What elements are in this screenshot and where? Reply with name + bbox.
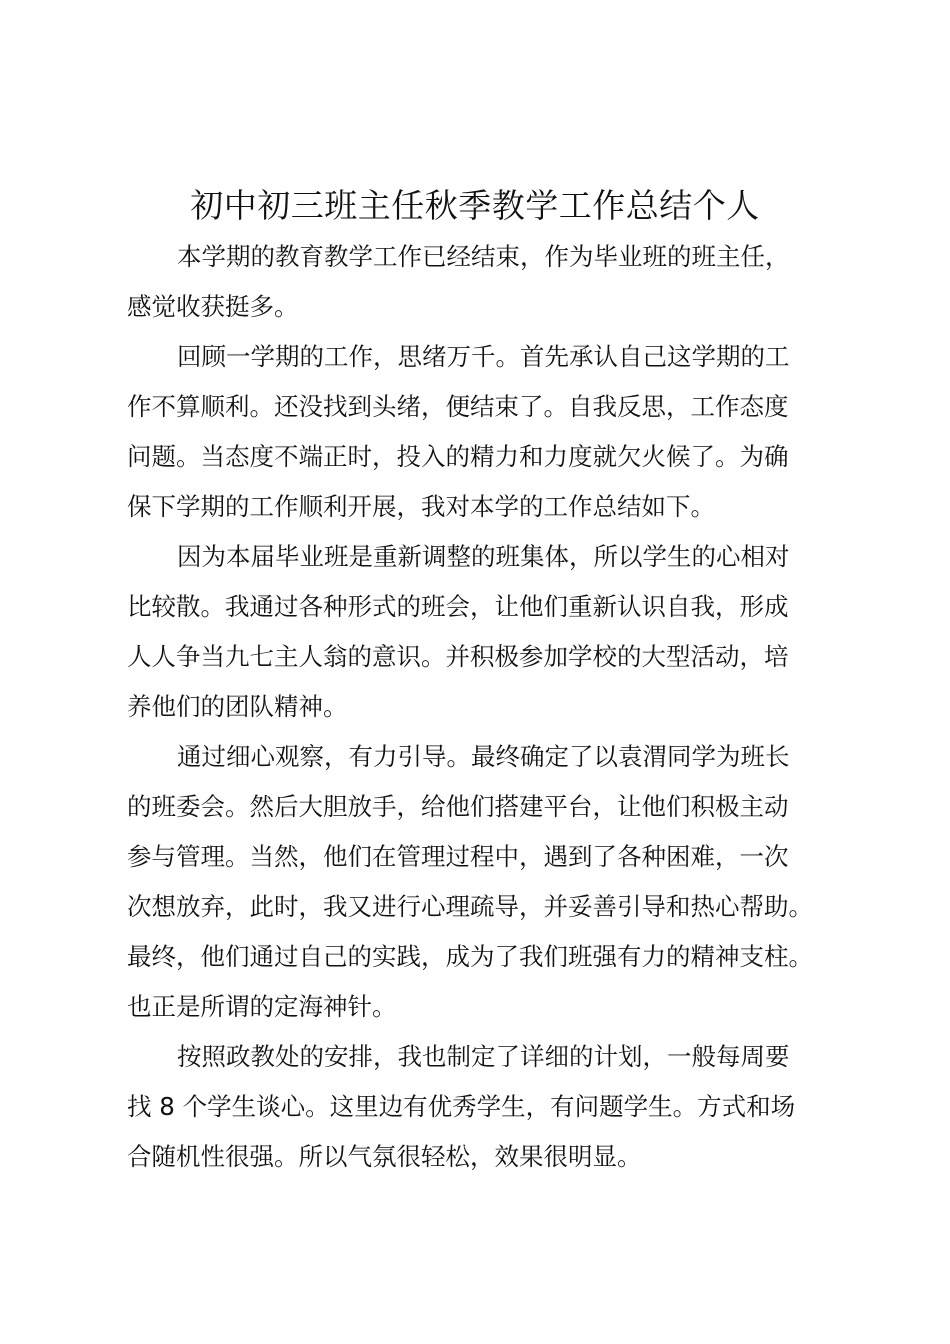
text-line: 合随机性很强。所以气氛很轻松，效果很明显。 (127, 1142, 642, 1171)
text-line: 的班委会。然后大胆放手，给他们搭建平台，让他们积极主动 (127, 792, 789, 821)
text-line: 作不算顺利。还没找到头绪，便结束了。自我反思，工作态度 (127, 392, 789, 421)
paragraph-5 (127, 1032, 837, 1182)
text-line: 次想放弃，此时，我又进行心理疏导，并妥善引导和热心帮助。 (127, 892, 813, 921)
text-line: 比较散。我通过各种形式的班会，让他们重新认识自我，形成 (127, 592, 789, 621)
paragraph-1 (127, 232, 837, 332)
text-line: 找 8 个学生谈心。这里边有优秀学生，有问题学生。方式和场 (127, 1092, 796, 1121)
text-line: 因为本届毕业班是重新调整的班集体，所以学生的心相对 (177, 542, 790, 571)
text-line: 回顾一学期的工作，思绪万千。首先承认自己这学期的工 (177, 342, 790, 371)
text-line: 人人争当九七主人翁的意识。并积极参加学校的大型活动，培 (127, 642, 789, 671)
text-line: 最终，他们通过自己的实践，成为了我们班强有力的精神支柱。 (127, 942, 813, 971)
paragraph-4 (127, 732, 837, 1032)
document-title: 初中初三班主任秋季教学工作总结个人 (190, 186, 760, 225)
paragraph-2 (127, 332, 837, 532)
text-line: 养他们的团队精神。 (127, 692, 348, 721)
text-line: 保下学期的工作顺利开展，我对本学的工作总结如下。 (127, 492, 715, 521)
document-body (127, 232, 837, 1182)
text-line: 问题。当态度不端正时，投入的精力和力度就欠火候了。为确 (127, 442, 789, 471)
text-line: 按照政教处的安排，我也制定了详细的计划，一般每周要 (177, 1042, 790, 1071)
text-line: 本学期的教育教学工作已经结束，作为毕业班的班主任， (177, 242, 790, 271)
text-line: 通过细心观察，有力引导。最终确定了以袁渭同学为班长 (177, 742, 790, 771)
text-line: 也正是所谓的定海神针。 (127, 992, 397, 1021)
paragraph-3 (127, 532, 837, 732)
text-line: 感觉收获挺多。 (127, 292, 299, 321)
text-line: 参与管理。当然，他们在管理过程中，遇到了各种困难，一次 (127, 842, 789, 871)
